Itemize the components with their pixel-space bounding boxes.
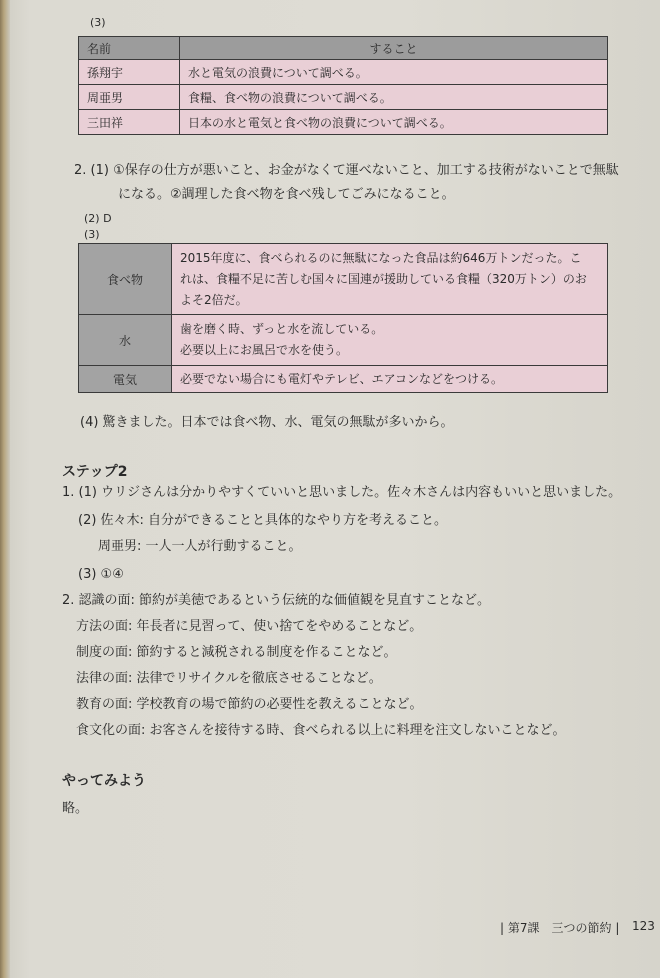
- section-label: (3): [90, 16, 106, 29]
- row-line: 必要でない場合にも電灯やテレビ、エアコンなどをつける。: [180, 371, 504, 386]
- table-row: [79, 366, 608, 393]
- cell-task: 水と電気の浪費について調べる。: [180, 60, 608, 85]
- row-line: 歯を磨く時、ずっと水を流している。: [180, 322, 384, 336]
- header-name: 名前: [79, 37, 180, 60]
- cell-name: 三田祥: [79, 110, 180, 135]
- step2-line: 制度の面: 節約すると減税される制度を作ることなど。: [76, 645, 397, 660]
- page-number: 123: [632, 919, 655, 933]
- table-header-row: [79, 37, 608, 60]
- yattemiyou-heading: やってみよう: [62, 773, 146, 789]
- table-row: [79, 244, 608, 315]
- step2-line: 食文化の面: お客さんを接待する時、食べられる以上に料理を注文しないことなど。: [76, 723, 566, 738]
- header-task: すること: [180, 37, 608, 60]
- row-value: [172, 315, 608, 366]
- row-line: 2015年度に、食べられるのに無駄になった食品は約646万トンだった。こ: [180, 250, 582, 265]
- step2-line: (3) ①④: [78, 567, 124, 582]
- q2-sub2: (2) D: [84, 212, 112, 225]
- row-value: [172, 366, 608, 393]
- footer-chapter: | 第7課 三つの節約 |: [500, 921, 620, 935]
- row-line: れは、食糧不足に苦しむ国々に国連が援助している食糧（320万トン）のお: [180, 271, 587, 286]
- row-line: よそ2倍だ。: [180, 292, 248, 307]
- row-value: [172, 244, 608, 315]
- q2-line2: になる。②調理した食べ物を食べ残してごみになること。: [118, 187, 455, 202]
- q2-sub3: (3): [84, 228, 100, 241]
- step2-line: 周亜男: 一人一人が行動すること。: [98, 539, 302, 554]
- book-binding: [0, 0, 10, 978]
- step2-line: (2) 佐々木: 自分ができることと具体的なやり方を考えること。: [78, 513, 448, 528]
- yattemiyou-body: 略。: [62, 801, 89, 816]
- table-row: [79, 85, 608, 110]
- waste-table: [78, 243, 608, 393]
- step2-line: 法律の面: 法律でリサイクルを徹底させることなど。: [76, 671, 382, 686]
- q2-line1: 2. (1) ①保存の仕方が悪いこと、お金がなくて運べないこと、加工する技術がないことで無駄: [74, 163, 619, 178]
- q4-answer: (4) 驚きました。日本では食べ物、水、電気の無駄が多いから。: [80, 415, 454, 430]
- chapter-title: 第7課 三つの節約: [507, 921, 612, 935]
- row-key: 水: [79, 315, 172, 366]
- step2-line: 1. (1) ウリジさんは分かりやすくていいと思いました。佐々木さんは内容もいいと思いました。: [62, 485, 622, 500]
- row-key: 食べ物: [79, 244, 172, 315]
- row-key: 電気: [79, 366, 172, 393]
- step2-line: 2. 認識の面: 節約が美徳であるという伝統的な価値観を見直すことなど。: [62, 593, 491, 608]
- table-row: [79, 315, 608, 366]
- table-row: [79, 110, 608, 135]
- cell-task: 食糧、食べ物の浪費について調べる。: [180, 85, 608, 110]
- step2-line: 教育の面: 学校教育の場で節約の必要性を教えることなど。: [76, 697, 423, 712]
- task-table: [78, 36, 608, 135]
- row-line: 必要以上にお風呂で水を使う。: [180, 343, 349, 357]
- cell-task: 日本の水と電気と食べ物の浪費について調べる。: [180, 110, 608, 135]
- step2-line: 方法の面: 年長者に見習って、使い捨てをやめることなど。: [76, 619, 423, 634]
- table-row: [79, 60, 608, 85]
- cell-name: 孫翔宇: [79, 60, 180, 85]
- cell-name: 周亜男: [79, 85, 180, 110]
- step2-heading: ステップ2: [62, 464, 128, 480]
